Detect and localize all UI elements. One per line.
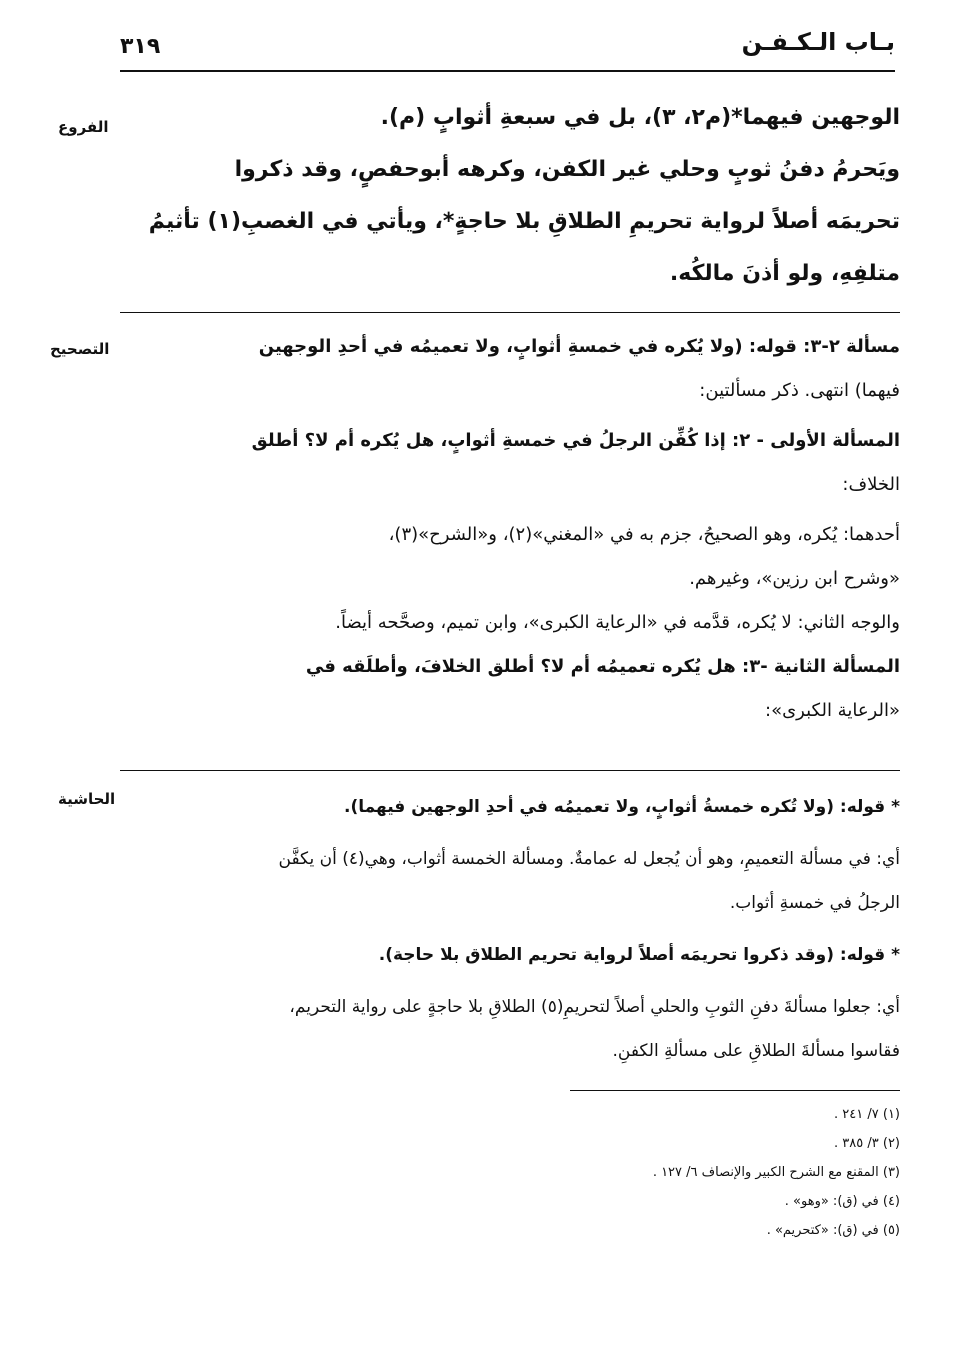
footnote: (١) ٧/ ٢٤١ . [834, 1107, 900, 1122]
hashiya-line: أي: في مسألة التعميمِ، وهو أن يُجعل له عمامةٌ. ومسألة الخمسة أثواب، وهي(٤) أن يكفَّن [278, 849, 900, 869]
furu-line: الوجهين فيهما*(م٢، ٣)، بل في سبعةِ أثوابٍ (م). [380, 105, 900, 130]
footnote-divider [570, 1090, 900, 1091]
tashih-line: المسألة الأولى - ٢: إذا كُفِّن الرجلُ في خمسةِ أثوابٍ، هل يُكره أم لا؟ أطلق [251, 430, 900, 451]
footnote: (٤) في (ق): «وهو» . [784, 1194, 900, 1209]
section-divider [120, 312, 900, 313]
section-label-furu: الفروع [58, 118, 109, 136]
chapter-header-title: بـاب الـكـفـن [741, 28, 895, 56]
tashih-line: فيهما) انتهى. ذكر مسألتين: [699, 380, 900, 401]
tashih-line: المسألة الثانية -٣: هل يُكره تعميمُه أم لا؟ أطلق الخلافَ، وأطلَقه في [305, 656, 900, 677]
hashiya-text [130, 785, 900, 1073]
furu-line: تحريمَه أصلاً لرواية تحريمِ الطلاقِ بلا حاجةٍ*، ويأتي في الغصبِ(١) تأثيمُ [148, 209, 900, 234]
section-label-hashiya: الحاشية [58, 790, 116, 808]
footnote: (٢) ٣/ ٣٨٥ . [834, 1136, 900, 1151]
tashih-line: «الرعاية الكبرى»: [765, 700, 900, 721]
tashih-line: أحدهما: يُكره، وهو الصحيحُ، جزم به في «المغني»(٢)، و«الشرح»(٣)، [388, 524, 900, 545]
section-divider [120, 770, 900, 771]
footnote: (٣) المقنع مع الشرح الكبير والإنصاف ٦/ ١٢٧ . [652, 1165, 900, 1180]
header-rule [120, 70, 895, 72]
furu-text [130, 92, 900, 300]
hashiya-line: فقاسوا مسألةَ الطلاقِ على مسألةِ الكفنِ. [612, 1041, 900, 1061]
tashih-line: «وشرح ابن رزين»، وغيرهم. [689, 568, 900, 589]
section-label-tashih: التصحيح [50, 340, 110, 358]
furu-line: ويَحرمُ دفنُ ثوبٍ وحلي غير الكفن، وكرهه أبوحفصٍ، وقد ذكروا [234, 157, 900, 182]
hashiya-line: الرجلُ في خمسةِ أثواب. [729, 893, 900, 913]
tashih-line: مسألة ٢-٣: قوله: (ولا يُكره في خمسةِ أثوابٍ، ولا تعميمُه في أحدِ الوجهين [258, 336, 900, 357]
tashih-text [130, 325, 900, 733]
hashiya-line: * قوله: (وقد ذكروا تحريمَه أصلاً لرواية تحريم الطلاق بلا حاجة). [378, 945, 900, 965]
footnotes [653, 1100, 900, 1245]
tashih-line: والوجه الثاني: لا يُكره، قدَّمه في «الرعاية الكبرى»، وابن تميم، وصحَّحه أيضاً. [335, 612, 900, 633]
footnote: (٥) في (ق): «كتحريم» . [766, 1223, 900, 1238]
tashih-line: الخلاف: [842, 474, 900, 495]
hashiya-line: * قوله: (ولا تُكره خمسةُ أثوابٍ، ولا تعميمُه في أحدِ الوجهين فيهما). [343, 797, 900, 817]
page-number: ٣١٩ [120, 34, 161, 59]
furu-line: متلفِهِ، ولو أذنَ مالكُه. [669, 261, 900, 286]
hashiya-line: أي: جعلوا مسألةَ دفنِ الثوبِ والحلي أصلاً لتحريمِ(٥) الطلاقِ بلا حاجةٍ على رواية التحريم، [289, 997, 900, 1017]
